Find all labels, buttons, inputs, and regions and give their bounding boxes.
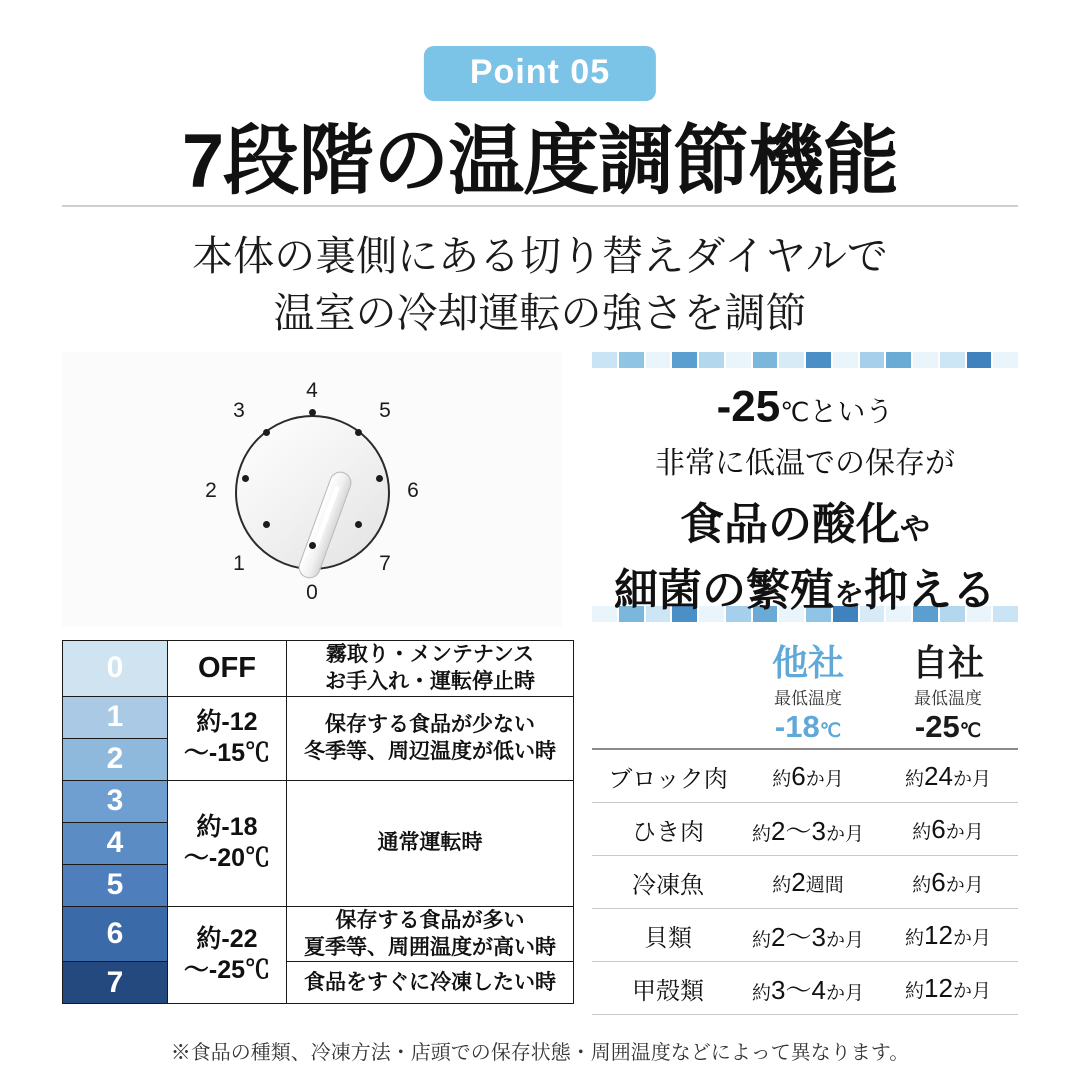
desc-line-2: 夏季等、周囲温度が高い時 — [304, 935, 556, 959]
comparison-other-header — [738, 640, 878, 749]
table-row — [592, 856, 1018, 909]
table-row — [63, 696, 574, 738]
duration-prefix: 約 — [912, 821, 932, 843]
temp-line-1: 約-18 — [196, 812, 258, 841]
other-company-temp — [738, 709, 878, 745]
desc-cell-6 — [287, 906, 574, 962]
desc-cell-1-2 — [287, 696, 574, 780]
table-row — [592, 962, 1018, 1015]
other-company-title: 他社 — [771, 642, 844, 684]
own-company-temp — [878, 709, 1018, 745]
desc-line-1: 保存する食品が少ない — [325, 712, 535, 736]
duration-unit: か月 — [945, 874, 984, 896]
highlight-line4-main2: 抑える — [864, 566, 996, 615]
highlight-temp-tail: という — [809, 396, 894, 427]
duration-prefix: 約 — [772, 874, 792, 896]
dial-tick-dot — [263, 521, 270, 528]
duration-number: 6 — [791, 760, 806, 791]
food-label: ブロック肉 — [592, 749, 738, 803]
table-row — [63, 780, 574, 822]
other-duration — [738, 803, 878, 856]
highlight-line4-mid: を — [834, 579, 864, 612]
other-temp-unit: ℃ — [819, 720, 842, 742]
dial-label-1: 1 — [233, 552, 245, 575]
other-duration — [738, 962, 878, 1015]
highlight-line4-main1: 細菌の繁殖 — [614, 566, 834, 615]
duration-unit: か月 — [825, 982, 864, 1004]
desc-line-1: 保存する食品が多い — [335, 908, 525, 932]
dial-tick-dot — [309, 409, 316, 416]
dial-tick-dot — [242, 475, 249, 482]
decorative-bar-top — [592, 352, 1018, 368]
duration-prefix: 約 — [912, 874, 932, 896]
subtitle-line-2: 温室の冷却運転の強さを調節 — [273, 289, 807, 336]
own-duration — [878, 856, 1018, 909]
level-cell-3: 3 — [63, 780, 168, 822]
duration-number: 24 — [924, 760, 953, 791]
temp-cell-6-7 — [168, 906, 287, 1004]
level-cell-4: 4 — [63, 822, 168, 864]
dial-tick-dot — [355, 521, 362, 528]
duration-unit: か月 — [952, 768, 991, 790]
other-temp-value: -18 — [774, 708, 820, 744]
own-temp-value: -25 — [914, 708, 960, 744]
level-cell-7: 7 — [63, 962, 168, 1004]
food-label: 甲殻類 — [592, 962, 738, 1015]
own-duration — [878, 803, 1018, 856]
level-cell-5: 5 — [63, 864, 168, 906]
duration-unit: 週間 — [805, 874, 844, 896]
table-row — [592, 749, 1018, 803]
page-subtitle — [0, 228, 1080, 341]
dial-label-5: 5 — [379, 399, 391, 422]
own-duration — [878, 909, 1018, 962]
temp-cell-off: OFF — [168, 641, 287, 697]
temp-line-1: 約-22 — [196, 924, 258, 953]
dial-label-3: 3 — [233, 399, 245, 422]
duration-prefix: 約 — [752, 823, 772, 845]
highlight-line3-suffix: や — [900, 513, 930, 546]
table-row — [63, 906, 574, 962]
level-cell-0: 0 — [63, 641, 168, 697]
duration-prefix: 約 — [905, 980, 925, 1002]
dial-tick-dot — [376, 475, 383, 482]
duration-unit: か月 — [952, 980, 991, 1002]
desc-cell-3-5: 通常運転時 — [287, 780, 574, 906]
duration-prefix: 約 — [752, 982, 772, 1004]
desc-line-2: 冬季等、周辺温度が低い時 — [304, 740, 556, 764]
temp-cell-3-5 — [168, 780, 287, 906]
food-label: 冷凍魚 — [592, 856, 738, 909]
duration-unit: か月 — [945, 821, 984, 843]
duration-unit: か月 — [825, 929, 864, 951]
own-temp-unit: ℃ — [959, 720, 982, 742]
own-company-subtitle: 最低温度 — [914, 688, 982, 708]
level-cell-2: 2 — [63, 738, 168, 780]
point-badge: Point 05 — [424, 46, 656, 101]
subtitle-line-1: 本体の裏側にある切り替えダイヤルで — [192, 233, 888, 279]
other-duration — [738, 856, 878, 909]
dial-label-7: 7 — [379, 552, 391, 575]
dial-tick-dot — [309, 542, 316, 549]
duration-number: 12 — [924, 919, 953, 950]
comparison-own-header — [878, 640, 1018, 749]
own-duration — [878, 749, 1018, 803]
other-duration — [738, 749, 878, 803]
highlight-text-block — [592, 382, 1018, 618]
own-duration — [878, 962, 1018, 1015]
temp-line-2: ～-25℃ — [183, 955, 271, 984]
highlight-temp-unit: ℃ — [780, 397, 810, 427]
food-label: 貝類 — [592, 909, 738, 962]
dial-knob-pointer[interactable] — [296, 469, 355, 582]
duration-unit: か月 — [805, 768, 844, 790]
highlight-temperature-line — [592, 382, 1018, 432]
highlight-line3-main: 食品の酸化 — [680, 500, 900, 549]
footnote: ※食品の種類、冷凍方法・店頭での保存状態・周囲温度などによって異なります。 — [170, 1042, 910, 1064]
desc-cell-0 — [287, 641, 574, 697]
other-duration — [738, 909, 878, 962]
highlight-temp-value: -25 — [716, 382, 781, 431]
duration-number: 2～3 — [771, 815, 826, 846]
temp-cell-1-2 — [168, 696, 287, 780]
table-row — [63, 641, 574, 697]
temperature-dial[interactable] — [205, 379, 420, 604]
food-label: ひき肉 — [592, 803, 738, 856]
level-cell-6: 6 — [63, 906, 168, 962]
dial-label-6: 6 — [407, 479, 419, 502]
storage-comparison-table — [592, 640, 1018, 1015]
temp-line-1: 約-12 — [196, 707, 258, 736]
duration-unit: か月 — [825, 823, 864, 845]
dial-label-4: 4 — [306, 379, 318, 402]
dial-label-0: 0 — [306, 581, 318, 604]
dial-label-2: 2 — [205, 479, 217, 502]
temp-line-2: ～-20℃ — [183, 844, 271, 873]
dial-tick-dot — [263, 429, 270, 436]
temperature-level-table — [62, 640, 574, 1004]
duration-unit: か月 — [952, 927, 991, 949]
duration-prefix: 約 — [752, 929, 772, 951]
desc-cell-7: 食品をすぐに冷凍したい時 — [287, 962, 574, 1004]
highlight-line-2: 非常に低温での保存が — [655, 447, 955, 480]
duration-number: 2 — [791, 866, 806, 897]
highlight-line-4 — [592, 554, 1018, 618]
title-divider — [62, 205, 1018, 207]
desc-line-2: お手入れ・運転停止時 — [325, 670, 535, 694]
table-row — [592, 803, 1018, 856]
comparison-corner-cell — [592, 640, 738, 749]
table-row — [592, 909, 1018, 962]
duration-prefix: 約 — [905, 768, 925, 790]
duration-prefix: 約 — [905, 927, 925, 949]
dial-tick-dot — [355, 429, 362, 436]
table-row — [63, 962, 574, 1004]
duration-number: 2～3 — [771, 921, 826, 952]
comparison-header-row — [592, 640, 1018, 749]
duration-prefix: 約 — [772, 768, 792, 790]
temp-line-2: ～-15℃ — [183, 739, 271, 768]
page-title: 7段階の温度調節機能 — [181, 119, 899, 204]
duration-number: 6 — [931, 813, 946, 844]
other-company-subtitle: 最低温度 — [774, 688, 842, 708]
duration-number: 6 — [931, 866, 946, 897]
desc-line-1: 霧取り・メンテナンス — [325, 643, 535, 666]
duration-number: 3～4 — [771, 974, 826, 1005]
own-company-title: 自社 — [911, 642, 984, 684]
level-cell-1: 1 — [63, 696, 168, 738]
duration-number: 12 — [924, 972, 953, 1003]
highlight-line-3 — [592, 488, 1018, 552]
